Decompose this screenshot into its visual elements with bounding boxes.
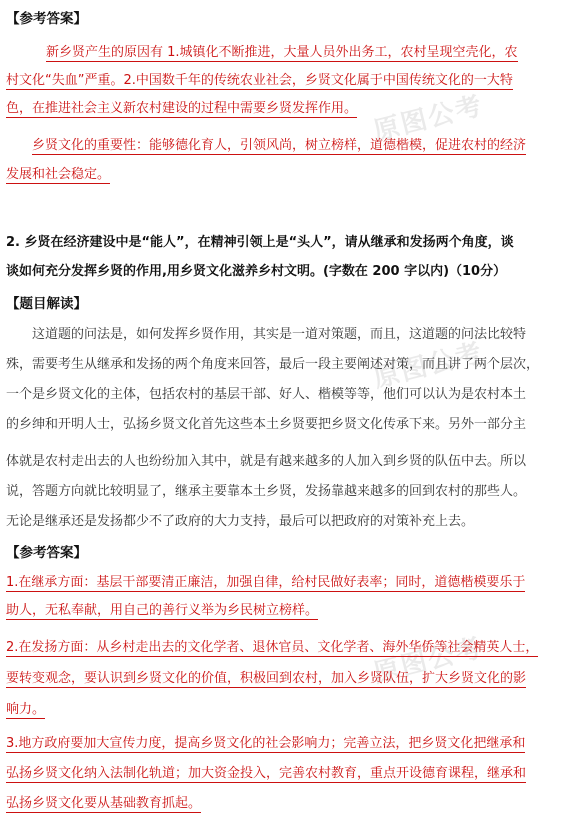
- analysis-line: 的乡绅和开明人士，弘扬乡贤文化首先这些本土乡贤要把乡贤文化传承下来。另外一部分主: [6, 417, 527, 432]
- analysis-line: 体就是农村走出去的人也纷纷加入其中，就是有越来越多的人加入到乡贤的队伍中去。所以: [6, 454, 527, 469]
- watermark: 原图公考: [370, 337, 487, 395]
- analysis-line: 这道题的问法是，如何发挥乡贤作用，其实是一道对策题，而且，这道题的问法比较特: [32, 327, 527, 342]
- watermark: 原图公考: [370, 90, 487, 148]
- analysis-line: 说，答题方向就比较明显了，继承主要靠本土乡贤，发扬靠越来越多的回到农村的那些人。: [6, 484, 527, 499]
- answer-line: 色，在推进社会主义新农村建设的过程中需要乡贤发挥作用。: [6, 101, 358, 116]
- answer-line: 助人，无私奉献，用自己的善行义举为乡民树立榜样。: [6, 603, 319, 618]
- question-line: 2. 乡贤在经济建设中是“能人”，在精神引领上是“头人”，请从继承和发扬两个角度，谈: [6, 235, 514, 250]
- answer-line: 3.地方政府要加大宣传力度，提高乡贤文化的社会影响力；完善立法，把乡贤文化把继承和: [6, 736, 526, 751]
- watermark: 原图公考: [370, 632, 487, 690]
- answer-line: 发展和社会稳定。: [6, 167, 111, 182]
- analysis-line: 无论是继承还是发扬都少不了政府的大力支持，最后可以把政府的对策补充上去。: [6, 514, 475, 529]
- answer-line: 新乡贤产生的原因有 1.城镇化不断推进，大量人员外出务工，农村呈现空壳化，农: [46, 45, 518, 60]
- question-line: 谈如何充分发挥乡贤的作用,用乡贤文化滋养乡村文明。(字数在 200 字以内)（10分）: [6, 264, 507, 279]
- answer-line: 弘扬乡贤文化纳入法制化轨道；加大资金投入，完善农村教育，重点开设德育课程，继承和: [6, 766, 527, 781]
- answer-line: 乡贤文化的重要性：能够德化育人，引领风尚，树立榜样，道德楷模，促进农村的经济: [32, 138, 527, 153]
- answer-line: 2.在发扬方面：从乡村走出去的文化学者、退休官员、文化学者、海外华侨等社会精英人士，: [6, 640, 539, 655]
- answer-heading: 【参考答案】: [6, 545, 87, 561]
- analysis-line: 一个是乡贤文化的主体，包括农村的基层干部、好人、楷模等等，他们可以认为是农村本土: [6, 387, 527, 402]
- answer-heading: 【参考答案】: [6, 11, 87, 27]
- analysis-line: 殊，需要考生从继承和发扬的两个角度来回答，最后一段主要阐述对策，而且讲了两个层次，: [6, 357, 540, 372]
- answer-line: 1.在继承方面：基层干部要清正廉洁，加强自律，给村民做好表率；同时，道德楷模要乐于: [6, 575, 526, 590]
- answer-line: 响力。: [6, 702, 46, 717]
- answer-line: 村文化“失血”严重。2.中国数千年的传统农业社会，乡贤文化属于中国传统文化的一大特: [6, 73, 513, 88]
- answer-line: 弘扬乡贤文化要从基础教育抓起。: [6, 796, 202, 811]
- analysis-heading: 【题目解读】: [6, 296, 87, 312]
- answer-line: 要转变观念，要认识到乡贤文化的价值，积极回到农村，加入乡贤队伍，扩大乡贤文化的影: [6, 671, 527, 686]
